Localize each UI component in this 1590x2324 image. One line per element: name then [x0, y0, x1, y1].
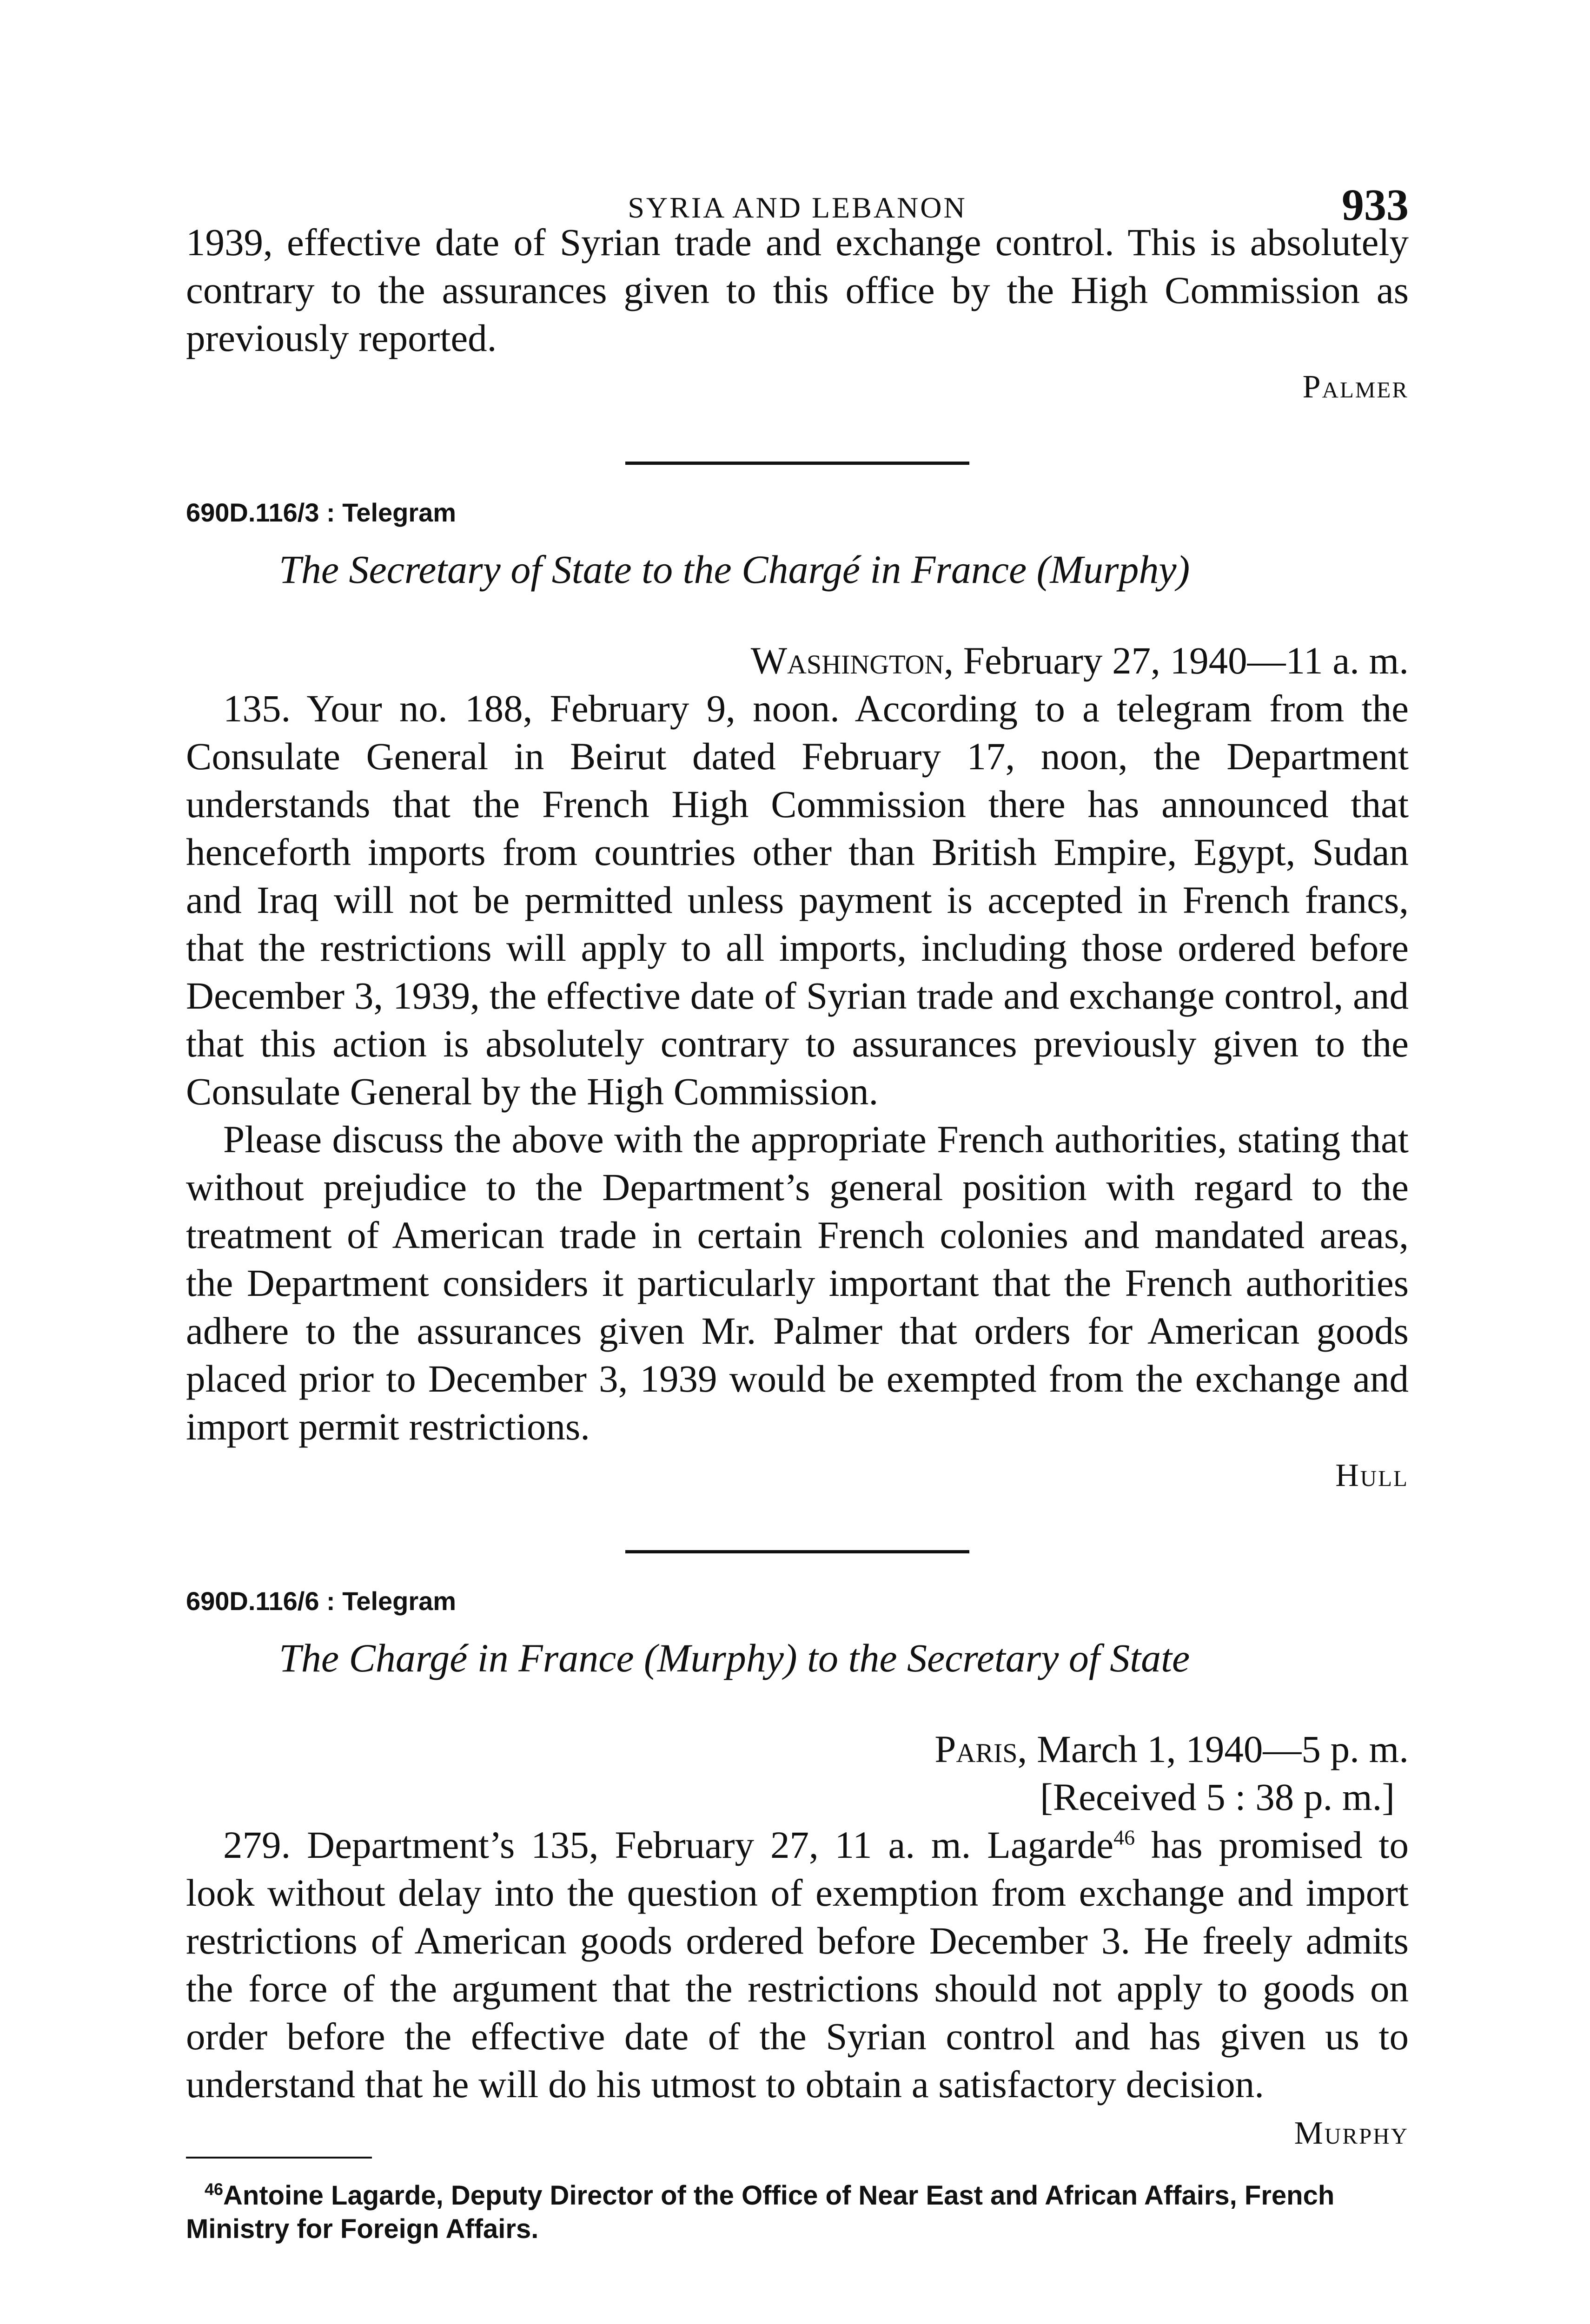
- footnote-reference[interactable]: 46: [1113, 1825, 1135, 1849]
- footnote-text: Antoine Lagarde, Deputy Director of the Office of Near East and African Affairs, French Ministry for Foreign Affairs.: [186, 2180, 1335, 2244]
- footnote-divider: [186, 2157, 372, 2159]
- dateline-place: Washington,: [750, 639, 954, 682]
- dateline: [186, 1725, 1409, 1773]
- page-number: 933: [1342, 180, 1409, 230]
- footnote-marker: 46: [205, 2179, 224, 2199]
- document-title: The Secretary of State to the Chargé in France (Murphy): [279, 547, 1190, 592]
- signature-palmer: Palmer: [1302, 369, 1409, 405]
- document-palmer-continuation: [186, 218, 1409, 406]
- running-head: SYRIA AND LEBANON: [628, 191, 967, 224]
- dateline-date: March 1, 1940—5 p. m.: [1027, 1728, 1409, 1770]
- received-time: [Received 5 : 38 p. m.]: [1040, 1776, 1395, 1818]
- page-header: [186, 153, 1409, 230]
- section-divider: [625, 1550, 969, 1553]
- paragraph-text: has promised to look without delay into the question of exemption from exchange and import restrictions of American goods ordered before December 3. He freely admits the force of the argument that the restrictions should not apply to goods on order before the effective date of the Syrian control and has given us to understand that he will do his utmost to obtain a satisfactory decision.: [186, 1823, 1409, 2106]
- document-hull-telegram: [186, 497, 1409, 1494]
- signature-hull: Hull: [1335, 1458, 1409, 1493]
- dateline-place: Paris,: [934, 1728, 1027, 1770]
- signature-murphy: Murphy: [1294, 2115, 1409, 2151]
- file-reference: 690D.116/6 : Telegram: [186, 1586, 457, 1616]
- body-paragraph: [186, 1821, 1409, 2108]
- body-paragraph: 135. Your no. 188, February 9, noon. According to a telegram from the Consulate General in Beirut dated February 17, noon, the Department understands that the French High Commission there has announced that henceforth imports from countries other than British Empire, Egypt, Sudan and Iraq will not be permitted unless payment is accepted in French francs, that the restrictions will apply to all imports, including those ordered before December 3, 1939, the effective date of Syrian trade and exchange control, and that this action is absolutely contrary to assurances previously given to the Consulate General by the High Commission.: [186, 687, 1409, 1113]
- section-divider: [625, 462, 969, 465]
- document-title: The Chargé in France (Murphy) to the Secretary of State: [279, 1636, 1190, 1680]
- body-paragraph: Please discuss the above with the appropriate French authorities, stating that without prejudice to the Department’s general position with regard to the treatment of American trade in certain French colonies and mandated areas, the Department considers it particularly important that the French authorities adhere to the assurances given Mr. Palmer that orders for American goods placed prior to December 3, 1939 would be exempted from the exchange and import permit restrictions.: [186, 1118, 1409, 1448]
- document-murphy-telegram: [186, 1586, 1409, 2152]
- paragraph-text: 279. Department’s 135, February 27, 11 a. m. Lagarde: [223, 1823, 1114, 1866]
- file-reference: 690D.116/3 : Telegram: [186, 498, 457, 527]
- footnote: [186, 2179, 1409, 2246]
- continuation-paragraph: 1939, effective date of Syrian trade and exchange control. This is absolutely contrary to the assurances given to this office by the High Commission as previously reported.: [186, 221, 1409, 359]
- dateline-date: February 27, 1940—11 a. m.: [954, 639, 1409, 682]
- document-page: [186, 153, 1409, 2246]
- dateline: [186, 637, 1409, 685]
